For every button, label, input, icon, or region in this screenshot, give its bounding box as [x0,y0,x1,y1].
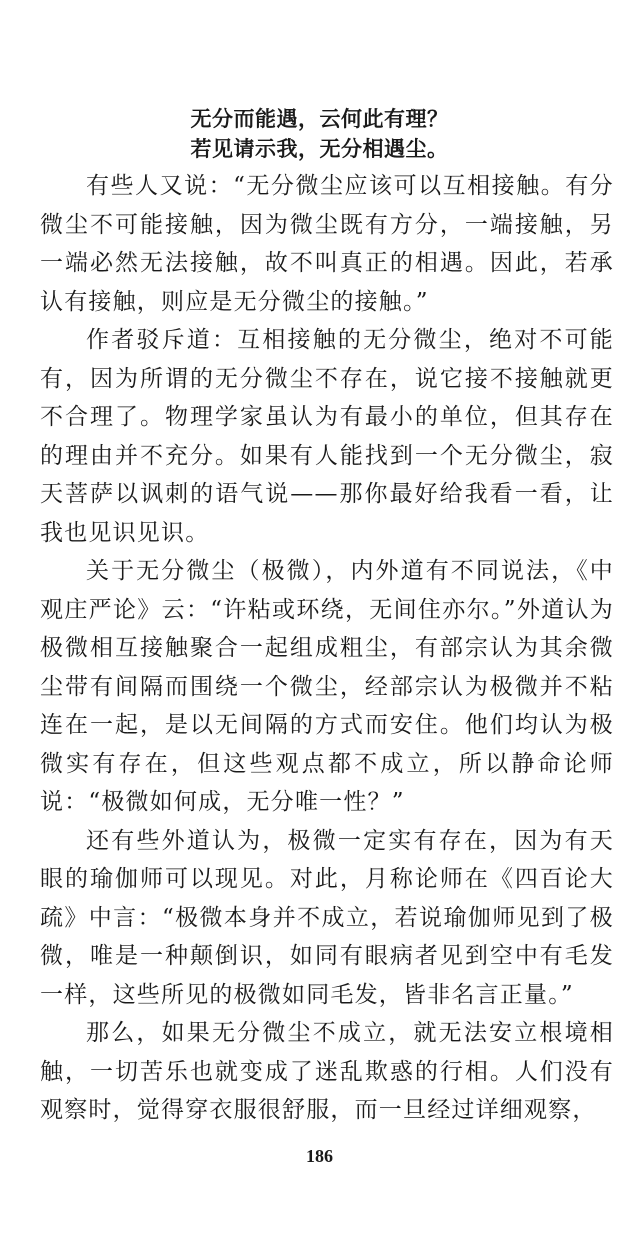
verse-line-1: 无分而能遇，云何此有理？ [190,107,449,131]
verse-line-2: 若见请示我，无分相遇尘。 [190,137,449,161]
paragraph: 作者驳斥道：互相接触的无分微尘，绝对不可能有，因为所谓的无分微尘不存在，说它接不接触就更不合理了。物理学家虽认为有最小的单位，但其存在的理由并不充分。如果有人能找到一个无分微尘，寂天菩萨以讽刺的语气说——那你最好给我看一看，让我也见识见识。 [40,327,614,546]
page-number: 186 [306,1146,333,1166]
paragraph: 有些人又说：“无分微尘应该可以互相接触。有分微尘不可能接触，因为微尘既有方分，一端接触，另一端必然无法接触，故不叫真正的相遇。因此，若承认有接触，则应是无分微尘的接触。” [40,173,614,315]
paragraph: 还有些外道认为，极微一定实有存在，因为有天眼的瑜伽师可以现见。对此，月称论师在《四百论大疏》中言：“极微本身并不成立，若说瑜伽师见到了极微，唯是一种颠倒识，如同有眼病者见到空中有毛发一样，这些所见的极微如同毛发，皆非名言正量。” [40,827,614,1008]
paragraph: 关于无分微尘（极微），内外道有不同说法，《中观庄严论》云：“许粘或环绕，无间住亦尔。”外道认为极微相互接触聚合一起组成粗尘，有部宗认为其余微尘带有间隔而围绕一个微尘，经部宗认为极微并不粘连在一起，是以无间隔的方式而安住。他们均认为极微实有存在，但这些观点都不成立，所以静命论师说：“极微如何成，无分唯一性？” [40,558,614,815]
body-text [40,167,614,1130]
paragraph: 那么，如果无分微尘不成立，就无法安立根境相触，一切苦乐也就变成了迷乱欺惑的行相。人们没有观察时，觉得穿衣服很舒服，而一旦经过详细观察， [40,1020,614,1123]
